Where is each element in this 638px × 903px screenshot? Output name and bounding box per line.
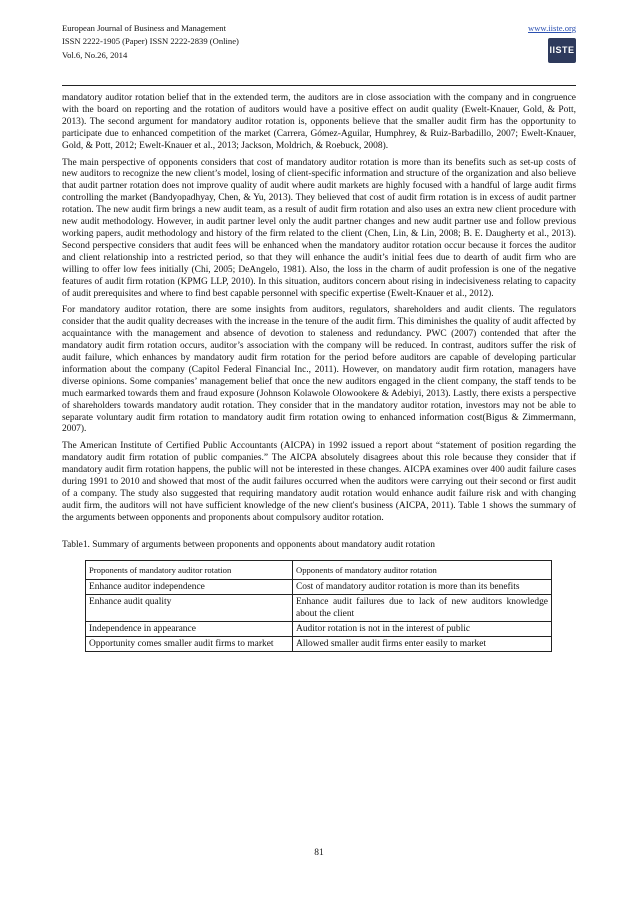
- page-header: [62, 22, 576, 62]
- table-cell: Opportunity comes smaller audit firms to market: [86, 636, 293, 651]
- table-cell: Allowed smaller audit firms enter easily to market: [293, 636, 552, 651]
- table-caption: Table1. Summary of arguments between proponents and opponents about mandatory audit rotation: [62, 539, 435, 550]
- table-cell: Auditor rotation is not in the interest of public: [293, 621, 552, 636]
- iiste-logo: IISTE: [548, 38, 576, 63]
- table-row: [86, 621, 552, 636]
- table-cell: Enhance audit quality: [86, 594, 293, 621]
- table-row: [86, 636, 552, 651]
- table-cell: Enhance audit failures due to lack of new auditors knowledge about the client: [293, 594, 552, 621]
- article-body: [62, 93, 576, 652]
- issn-line: ISSN 2222-1905 (Paper) ISSN 2222-2839 (Online): [62, 36, 239, 47]
- paragraph: For mandatory auditor rotation, there are some insights from auditors, regulators, shareholders and audit clients. The regulators consider that the audit quality decreases with the increase in the tenure of the audit firm. This diminishes the quality of audit affected by acquaintance with the management and absence of devotion to staleness and redundancy. PWC (2007) contended that after the mandatory audit firm rotation occurs, auditor’s association with the company will be reduced. In contrast, auditors suffer the risk of audit failure, which enhances by mandatory audit firm rotation for the period before auditors are capable of developing particular information about the company (Capitol Federal Financial Inc., 2011). However, on mandatory audit firm rotation, managers have diverse opinions. Some companies’ management belief that once the new auditors engaged in the client company, the staff tends to be much earmarked towards them and fraud exposure (Johnson Kolawole Olowookere & Adebiyi, 2013). Lastly, there exists a perspective of shareholders towards mandatory audit rotation. They consider that in the mandatory auditor rotation, investors may not be able to separate voluntary audit firm rotation to mandatory audit firm rotation owing to enhanced information cost(Bigus & Zimmermann, 2007).: [62, 305, 576, 435]
- journal-title: European Journal of Business and Management: [62, 23, 226, 33]
- arguments-table: [85, 560, 552, 652]
- paragraph: The main perspective of opponents considers that cost of mandatory auditor rotation is more than its benefits such as set-up costs of new auditors to recognize the new client’s model, losing of client-specific information and structure of the organization and also believe that audit partner rotation does not improve quality of audit where audit markets are highly focused with a handful of large audit firms controlling the market (Bandyopadhyay, Chen, & Yu, 2013). They believed that cost of audit firm rotation is in excess of audit partner rotation. The new audit firm brings a new audit team, as a result of audit firm rotation and also uses an extra new client procedure with new audit methodology. However, in audit partner level only the audit partner changes and new audit partner use and follow previous working papers, audit methodology and history of the firm related to the client (Chen, Lin, & Lin, 2008; B. E. Daugherty et al., 2013). Second perspective considers that audit fees will be enhanced when the mandatory auditor rotation occur because it forces the auditor and client relationship into a restricted period, so that they will enhance the audit’s initial fees due to dearth of audit firm who are willing to offer low fees initially (Chi, 2005; DeAngelo, 1981). Also, the loss in the charm of audit profession is one of the negative features of audit firm rotation (KPMG LLP, 2010). In this situation, auditors concern about rising in indecisiveness relating to capacity of audit prerequisites and where to find best capable personnel with specific expertise (Ewelt-Knauer et al., 2012).: [62, 157, 576, 299]
- page-number: 81: [314, 848, 324, 858]
- table-row: [86, 594, 552, 621]
- header-cell-proponents: Proponents of mandatory auditor rotation: [86, 560, 293, 579]
- header-cell-opponents: Opponents of mandatory auditor rotation: [293, 560, 552, 579]
- table-header-row: [86, 560, 552, 579]
- header-divider: [62, 85, 576, 86]
- table-cell: Enhance auditor independence: [86, 579, 293, 594]
- paragraph: The American Institute of Certified Public Accountants (AICPA) in 1992 issued a report about “statement of position regarding the mandatory audit firm rotation of public companies.” The AICPA absolutely disagrees about this role because they consider that if mandatory audit firm rotation happens, the public will not be interested in these changes. AICPA examines over 400 audit failure cases during 1991 to 2010 and showed that most of the audit failures occurred when the auditors were carrying out their second or first audit of a company. The study also suggested that requiring mandatory audit rotation would enhance audit failure risk and with changing audit firm, the auditors will not have sufficient knowledge of the new client's business (AICPA, 2011). Table 1 shows the summary of the arguments between opponents and proponents about compulsory auditor rotation.: [62, 441, 576, 523]
- table-row: [86, 579, 552, 594]
- volume-line: Vol.6, No.26, 2014: [62, 49, 128, 60]
- paragraph: mandatory auditor rotation belief that in the extended term, the auditors are in close association with the company and in congruence with the board on reporting and the rotation of auditors would have a positive effect on audit quality (Ewelt-Knauer, Gold, & Pott, 2013). The second argument for mandatory auditor rotation is, opponents believe that the smaller audit firm has the opportunity to participate due to enhanced competition of the market (Carrera, Gómez-Aguilar, Humphrey, & Ruiz-Barbadillo, 2007; Ewelt-Knauer, Gold, & Pott, 2012; Ewelt-Knauer et al., 2013; Jackson, Moldrich, & Roebuck, 2008).: [62, 93, 576, 151]
- table-cell: Independence in appearance: [86, 621, 293, 636]
- table-cell: Cost of mandatory auditor rotation is more than its benefits: [293, 579, 552, 594]
- journal-url-link[interactable]: www.iiste.org: [528, 23, 576, 33]
